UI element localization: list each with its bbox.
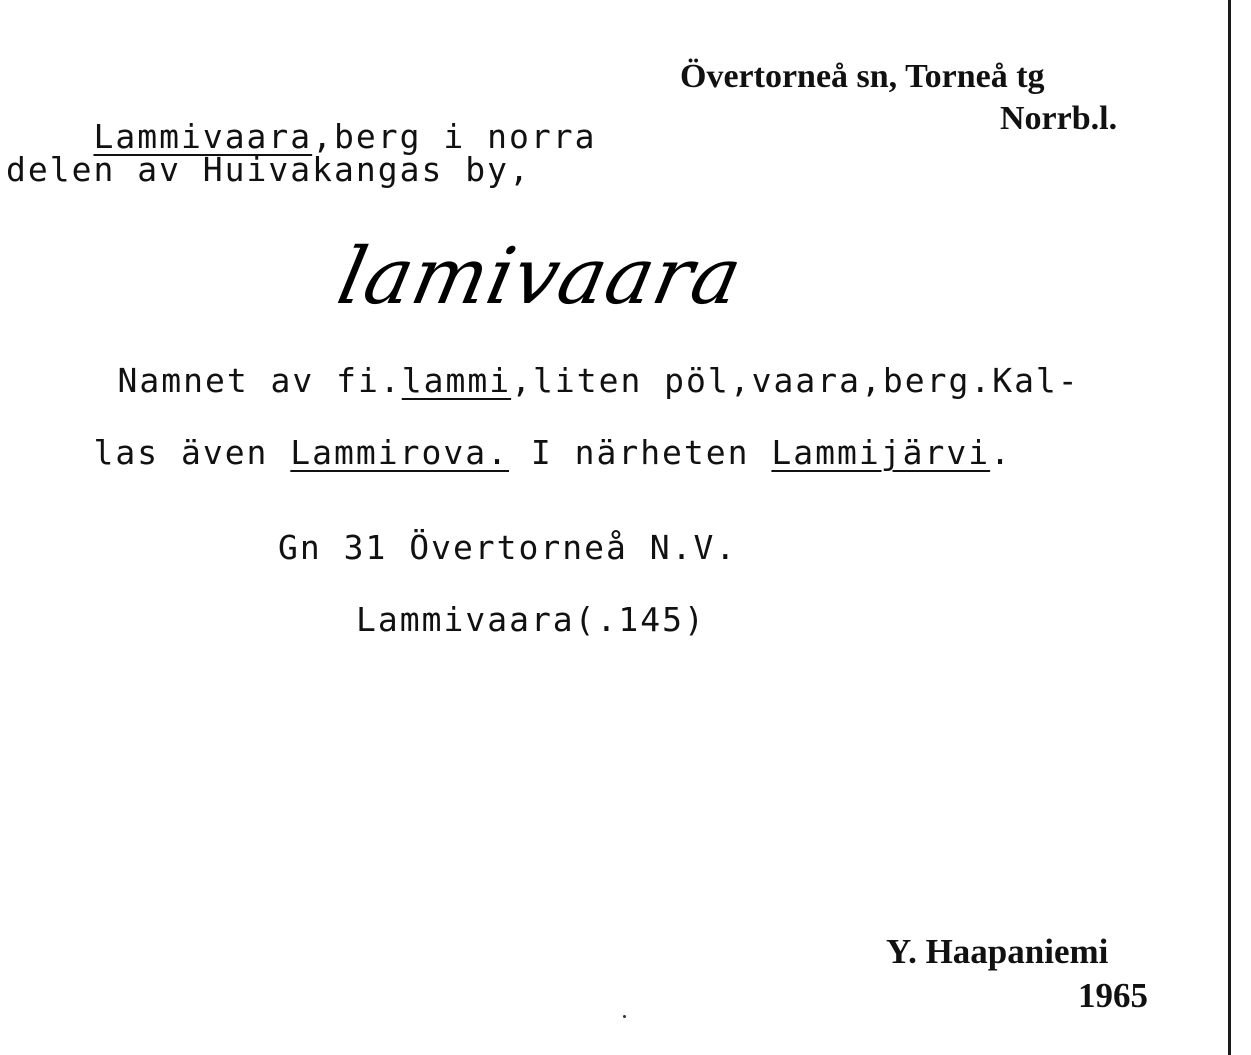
headword: Lammivaara bbox=[93, 117, 313, 156]
body-line-3-a: Namnet av fi. bbox=[117, 361, 402, 400]
author-name: Y. Haapaniemi bbox=[886, 932, 1109, 971]
entry-line-1-rest: ,berg i norra bbox=[312, 117, 597, 156]
nearby-lammijarvi: Lammijärvi bbox=[771, 433, 991, 472]
county-line: Norrb.l. bbox=[1000, 100, 1118, 137]
parish-line: Övertorneå sn, Torneå tg bbox=[680, 58, 1045, 95]
stray-dot bbox=[623, 1015, 626, 1018]
body-line-4-c: I närheten bbox=[508, 433, 772, 472]
card-right-edge bbox=[1228, 0, 1231, 1055]
handwritten-pronunciation: lamivaara bbox=[330, 232, 750, 322]
body-line-4 bbox=[6, 394, 1012, 511]
finnish-word-lammi: lammi bbox=[401, 361, 512, 400]
body-line-4-a: las även bbox=[93, 433, 291, 472]
body-line-4-e: . bbox=[990, 433, 1012, 472]
coordinate-reference: Lammivaara(.145) bbox=[356, 600, 706, 639]
variant-lammirova: Lammirova. bbox=[290, 433, 509, 472]
map-reference: Gn 31 Övertorneå N.V. bbox=[278, 528, 738, 567]
entry-line-2: delen av Huivakangas by, bbox=[6, 150, 531, 189]
body-line-3-c: ,liten pöl,vaara,berg.Kal- bbox=[511, 361, 1080, 400]
author-year: 1965 bbox=[1078, 976, 1148, 1015]
